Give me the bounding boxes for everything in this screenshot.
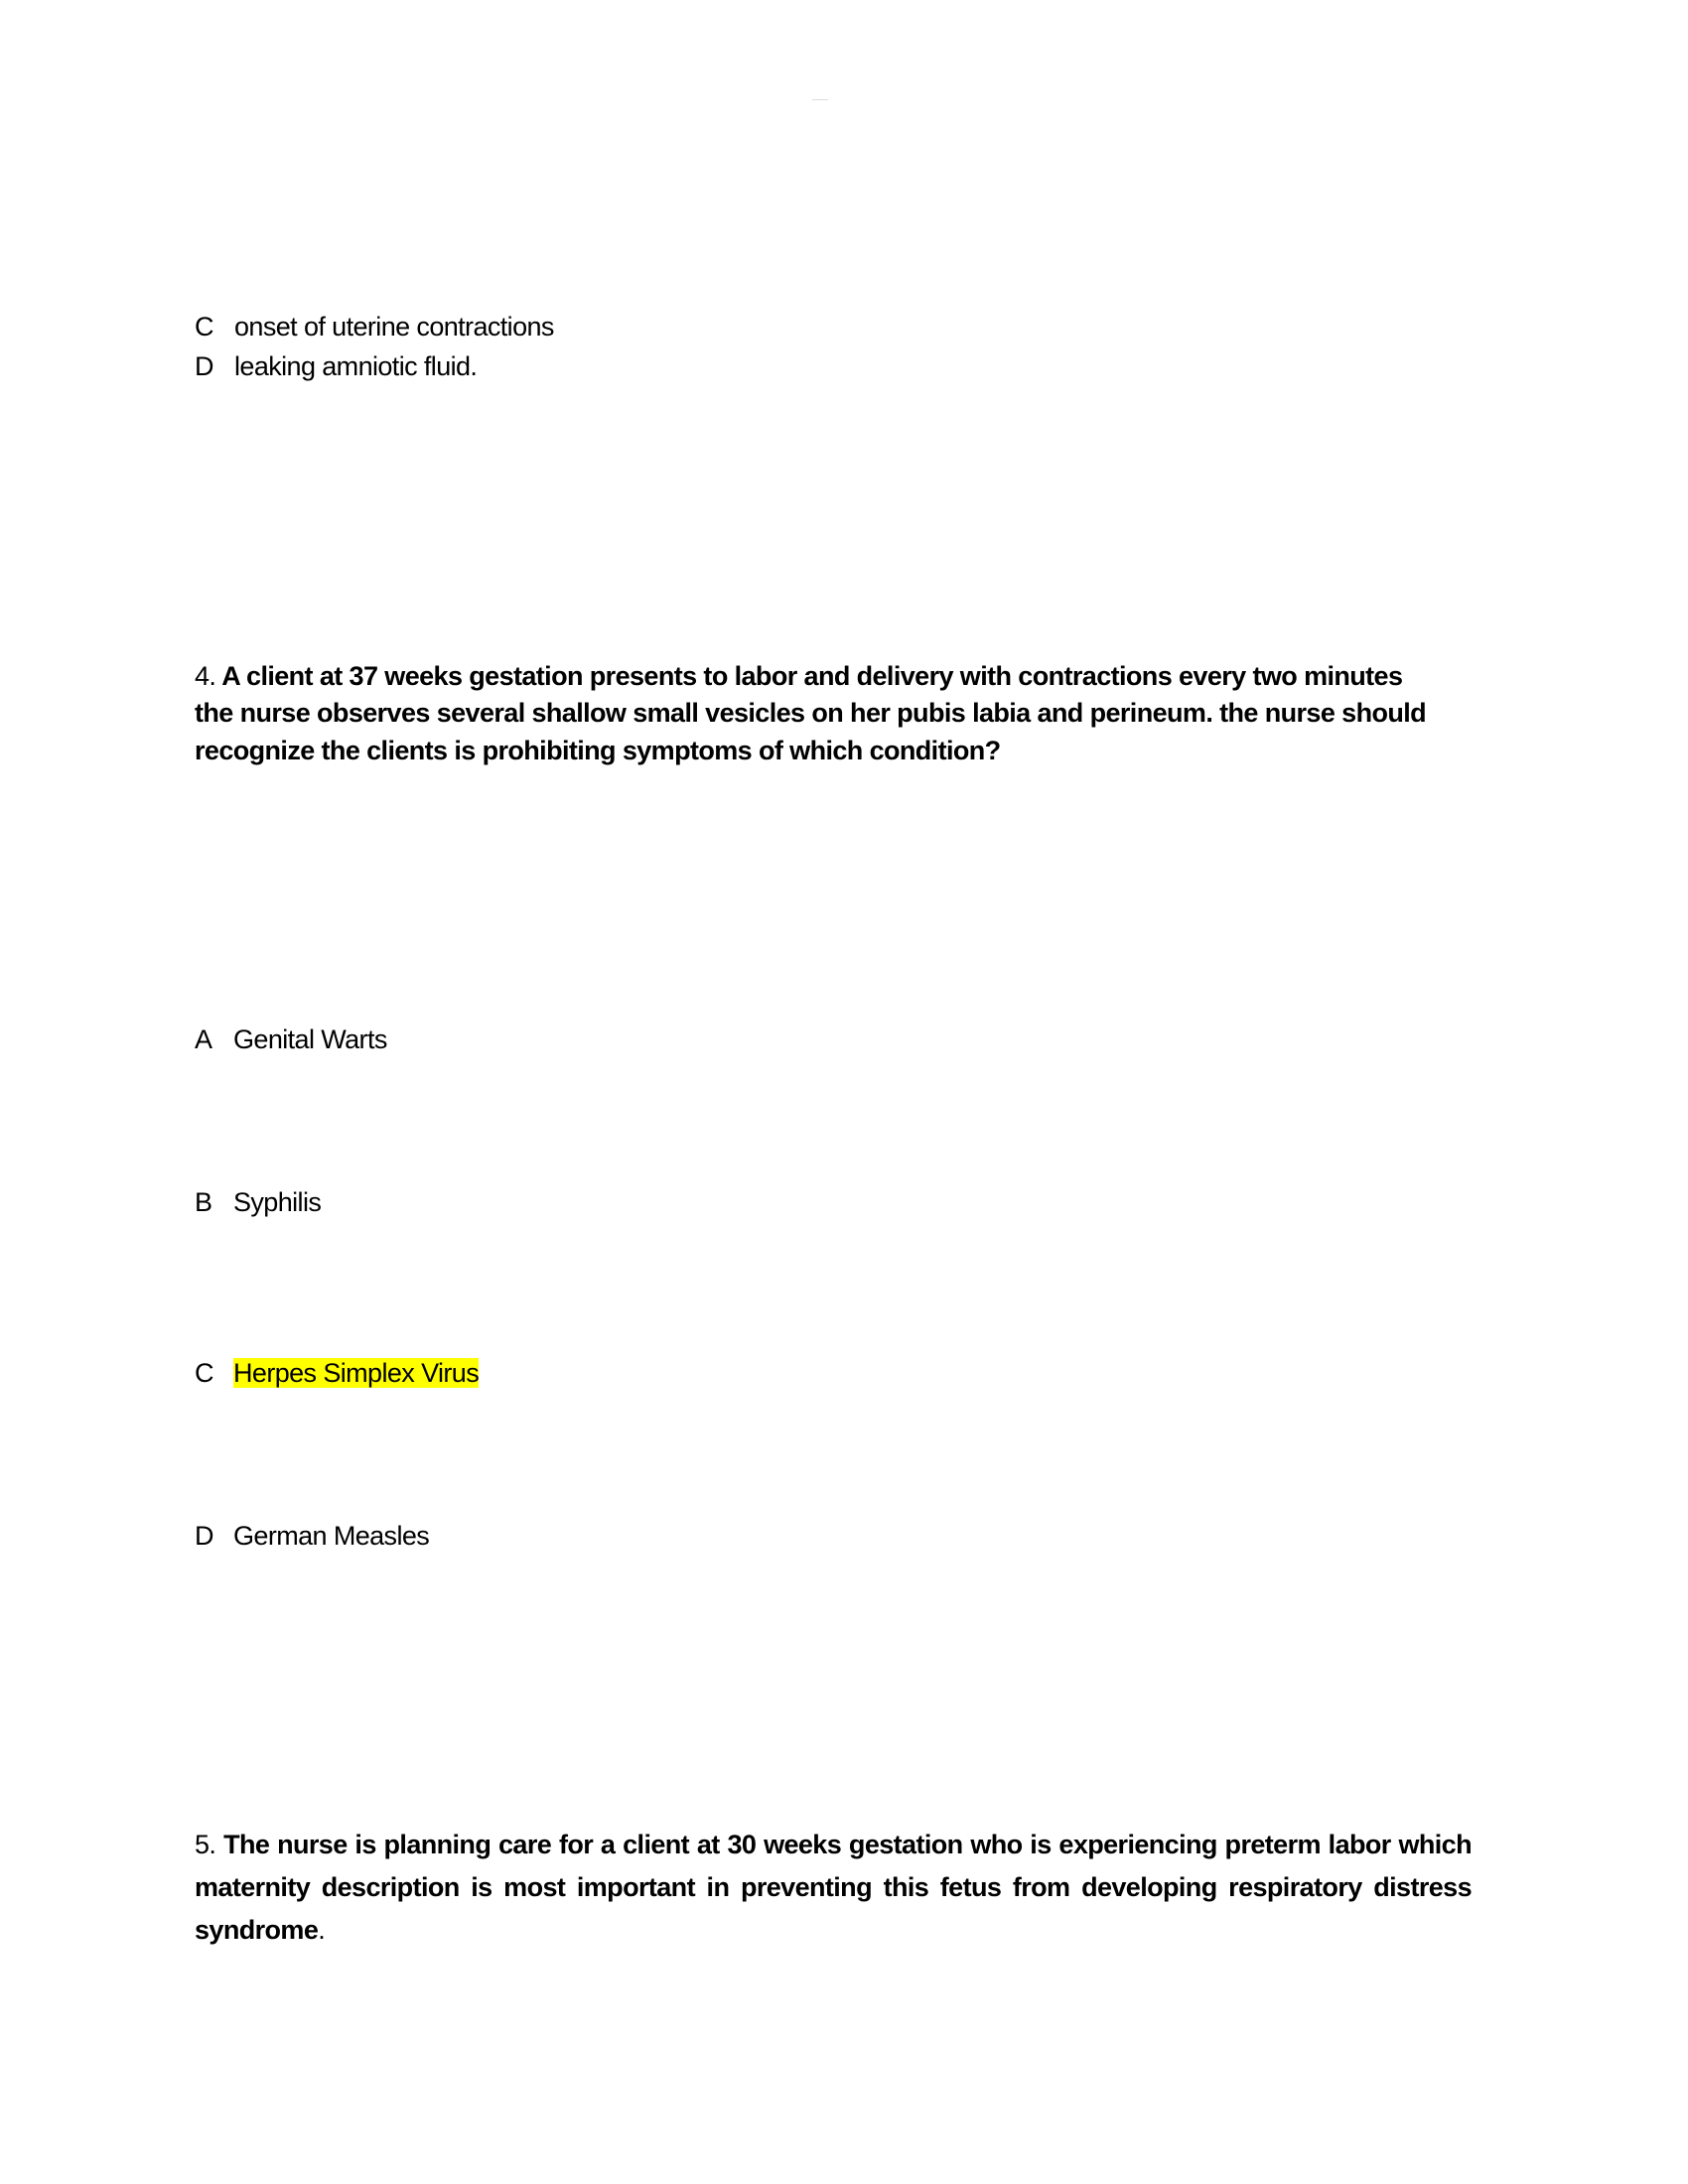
question-4-line-2 (195, 700, 1426, 727)
option-a (195, 1026, 387, 1053)
option-text: Syphilis (233, 1187, 322, 1217)
option-d-prev (195, 353, 477, 380)
question-number: 4. (195, 661, 216, 691)
question-5-line-3 (195, 1917, 325, 1944)
question-text: maternity description is most important in preventing this fetus from developing respiratory distress (195, 1872, 1472, 1902)
option-text: Genital Warts (233, 1024, 387, 1054)
question-4-line-1 (195, 663, 1402, 690)
option-text: onset of uterine contractions (234, 312, 554, 341)
question-text: recognize the clients is prohibiting symptoms of which condition? (195, 736, 1001, 765)
option-letter: D (195, 351, 213, 381)
question-text: syndrome (195, 1915, 319, 1945)
option-d (195, 1523, 429, 1550)
option-b (195, 1189, 321, 1216)
option-letter: C (195, 312, 213, 341)
question-text: the nurse observes several shallow small vesicles on her pubis labia and perineum. the nurse should (195, 698, 1427, 728)
option-letter: A (195, 1024, 212, 1054)
question-5-line-1 (195, 1832, 1472, 1858)
option-letter: C (195, 1358, 213, 1388)
option-text: German Measles (233, 1521, 430, 1551)
question-4-line-3 (195, 738, 1001, 764)
option-text-highlighted: Herpes Simplex Virus (233, 1358, 480, 1388)
option-c-prev (195, 314, 554, 341)
question-number: 5. (195, 1830, 216, 1859)
question-text: A client at 37 weeks gestation presents to labor and delivery with contractions every two minutes (221, 661, 1403, 691)
option-text: leaking amniotic fluid. (234, 351, 478, 381)
end-punctuation: . (318, 1915, 326, 1945)
option-letter: D (195, 1521, 213, 1551)
question-5-line-2 (195, 1874, 1472, 1901)
option-c (195, 1360, 479, 1387)
question-text: The nurse is planning care for a client at 30 weeks gestation who is experiencing preterm labor which (223, 1830, 1472, 1859)
page-header: ———— (812, 96, 828, 101)
option-letter: B (195, 1187, 212, 1217)
